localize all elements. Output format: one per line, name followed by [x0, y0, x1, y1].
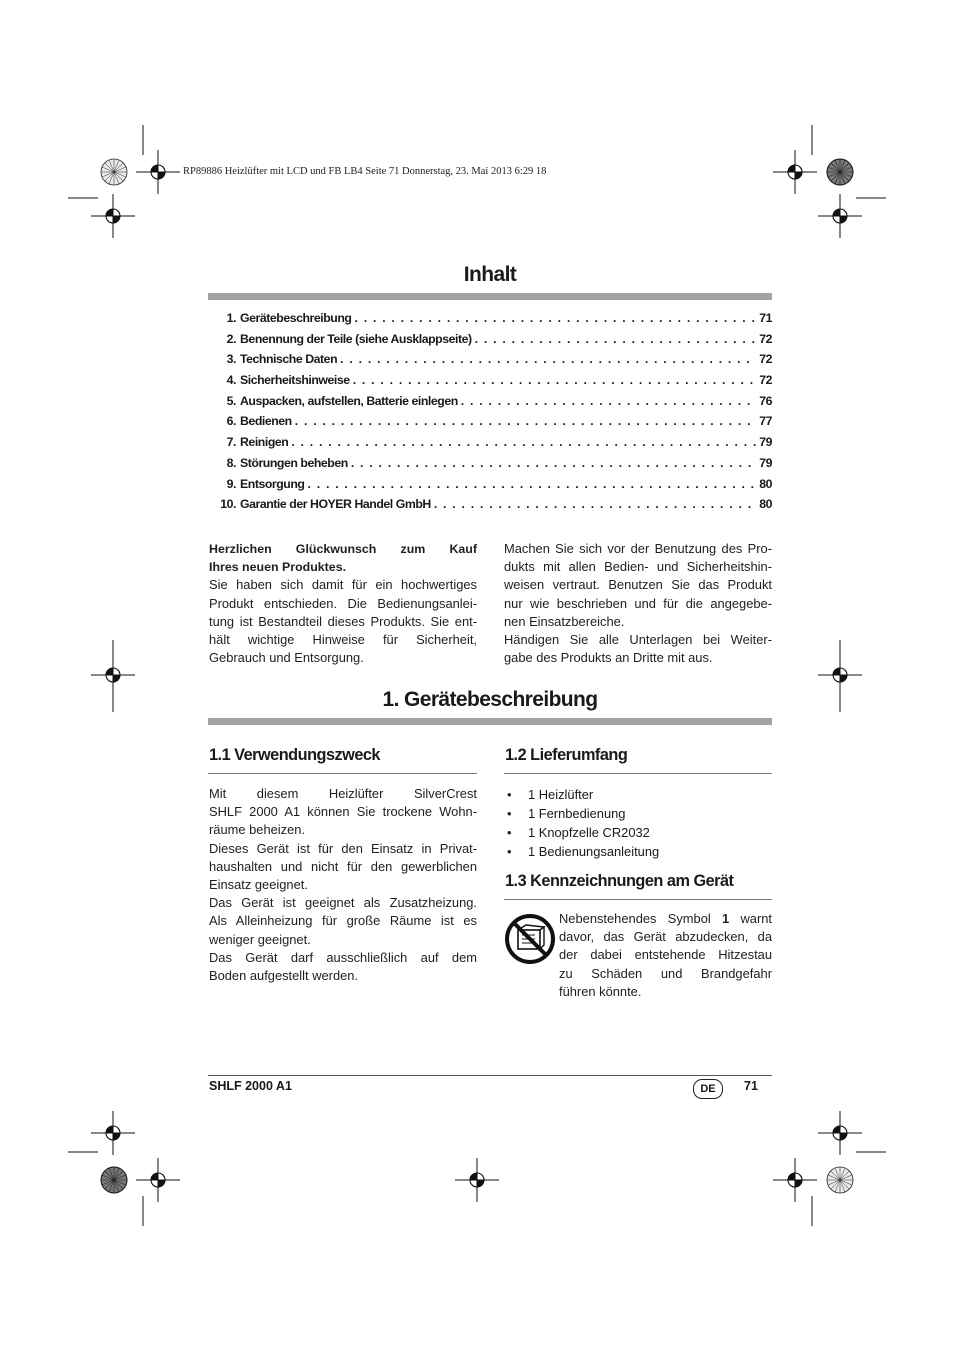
toc-entry[interactable]	[208, 414, 772, 435]
toc-entry[interactable]	[208, 332, 772, 353]
toc-entry-title: Benennung der Teile (siehe Ausklappseite)	[240, 331, 472, 346]
text-line: der dabei entstehende Hitzestau	[559, 947, 772, 963]
toc-entry-number: 3.	[226, 352, 236, 367]
text-line: haushalten und nicht für den gewerblichen	[209, 858, 477, 874]
toc-entry[interactable]	[208, 456, 772, 477]
page-number: 71	[744, 1079, 758, 1093]
usage-text	[209, 785, 477, 985]
text-fragment: warnt	[740, 911, 772, 926]
toc-leader-dots	[475, 332, 757, 346]
intro-text-line: Sie haben sich damit für ein hochwertiges	[209, 577, 477, 593]
intro-text-line: dukts mit allen Bedien- und Sicherheitshin-	[504, 559, 772, 575]
section-title: 1. Gerätebeschreibung	[382, 688, 598, 711]
toc-leader-dots	[308, 477, 757, 491]
toc-entry-number: 10.	[220, 497, 236, 512]
toc-entry-number: 9.	[226, 476, 236, 491]
toc-entry-title: Gerätebeschreibung	[240, 311, 352, 325]
intro-text-line: nur wie beschrieben und für die angegebe-	[504, 595, 772, 611]
intro-text-line: Gebrauch und Entsorgung.	[209, 650, 364, 666]
intro-heading-line: Ihres neuen Produktes.	[209, 560, 347, 575]
symbol-number: 1	[722, 911, 730, 926]
toc-leader-dots	[461, 394, 756, 408]
toc-entry-title: Störungen beheben	[240, 455, 348, 470]
footer-model: SHLF 2000 A1	[209, 1079, 292, 1093]
text-line: Dieses Gerät ist für den Einsatz in Privat-	[209, 840, 477, 856]
toc-entry[interactable]	[208, 477, 772, 498]
list-item: • 1 Heizlüfter	[505, 785, 773, 804]
toc-entry-page: 76	[759, 393, 772, 408]
subsection-rule	[208, 773, 477, 774]
toc-entry-page: 80	[759, 497, 772, 512]
delivery-list	[505, 785, 773, 861]
text-line: Boden aufgestellt werden.	[209, 968, 359, 984]
intro-text-line: nen Einsatzbereiche.	[504, 613, 625, 629]
toc-entry-page: 72	[759, 331, 772, 346]
toc-leader-dots	[434, 497, 756, 511]
intro-text-line: weisen vertraut. Benutzen Sie das Produkt	[504, 577, 772, 593]
toc-entry-page: 79	[759, 455, 772, 470]
table-of-contents	[208, 311, 772, 518]
list-item: • 1 Knopfzelle CR2032	[505, 823, 773, 842]
text-line: Das Gerät ist geeignet als Zusatzheizung.	[209, 895, 477, 911]
toc-leader-dots	[295, 414, 756, 428]
toc-entry[interactable]	[208, 497, 772, 518]
intro-heading-line: Herzlichen Glückwunsch zum Kauf	[209, 542, 477, 556]
intro-text-line: hält wichtige Hinweise für Sicherheit,	[209, 632, 477, 648]
text-line: SHLF 2000 A1 können Sie trockene Wohn-	[209, 804, 477, 820]
toc-entry-title: Bedienen	[240, 414, 292, 429]
text-line: Als Alleinheizung für große Räume ist es	[209, 913, 477, 929]
intro-right-column	[504, 540, 772, 667]
text-line: räume beheizen.	[209, 822, 306, 838]
text-line: führen könnte.	[559, 983, 642, 999]
toc-leader-dots	[291, 435, 756, 449]
toc-entry[interactable]	[208, 435, 772, 456]
toc-entry-title: Reinigen	[240, 435, 289, 450]
toc-leader-dots	[355, 311, 757, 325]
text-line: Das Gerät darf ausschließlich auf dem	[209, 949, 477, 965]
toc-entry-number: 4.	[226, 373, 236, 388]
subsection-title-1-2: 1.2 Lieferumfang	[505, 746, 628, 764]
intro-text-line: Machen Sie sich vor der Benutzung des Pro-	[504, 541, 772, 556]
toc-entry-page: 77	[759, 414, 772, 429]
toc-entry-page: 72	[759, 352, 772, 367]
toc-entry-page: 72	[759, 373, 772, 388]
text-line: zu Schäden und Brandgefahr	[559, 965, 772, 981]
toc-entry-title: Sicherheitshinweise	[240, 373, 350, 388]
toc-entry-number: 8.	[226, 455, 236, 470]
toc-entry-page: 71	[759, 311, 772, 325]
text-line	[559, 910, 772, 928]
marking-text	[559, 910, 772, 1001]
toc-entry[interactable]	[208, 373, 772, 394]
text-line: Mit diesem Heizlüfter SilverCrest	[209, 786, 477, 801]
toc-entry-number: 5.	[226, 393, 236, 408]
toc-entry-title: Garantie der HOYER Handel GmbH	[240, 497, 431, 512]
text-line: davor, das Gerät abzudecken, da	[559, 929, 772, 945]
intro-text-line: Produkt entschieden. Die Bedienungsanlei-	[209, 595, 477, 611]
toc-entry-page: 80	[759, 476, 772, 491]
toc-title: Inhalt	[463, 263, 517, 286]
toc-leader-dots	[340, 352, 756, 366]
language-badge: DE	[693, 1079, 723, 1099]
intro-left-column	[209, 540, 477, 667]
subsection-title-1-3: 1.3 Kennzeichnungen am Gerät	[505, 872, 734, 890]
toc-entry-number: 2.	[226, 331, 236, 346]
no-cover-warning-icon	[504, 913, 556, 965]
toc-entry-page: 79	[759, 435, 772, 450]
toc-entry-number: 1.	[226, 311, 236, 325]
toc-entry-title: Auspacken, aufstellen, Batterie einlegen	[240, 393, 458, 408]
intro-text-line: tung ist Bestandteil dieses Produkts. Sie ent-	[209, 613, 477, 629]
print-slug: RP89886 Heizlüfter mit LCD und FB LB4 Seite 71 Donnerstag, 23. Mai 2013 6:29 18	[183, 166, 547, 177]
text-line: weniger geeignet.	[209, 931, 311, 947]
toc-entry-title: Entsorgung	[240, 476, 305, 491]
toc-entry[interactable]	[208, 394, 772, 415]
text-line: Einsatz geeignet.	[209, 877, 308, 893]
toc-entry-number: 6.	[226, 414, 236, 429]
toc-leader-dots	[351, 456, 756, 470]
toc-entry-number: 7.	[226, 435, 236, 450]
list-item: • 1 Fernbedienung	[505, 804, 773, 823]
toc-entry[interactable]	[208, 352, 772, 373]
intro-text-line: gabe des Produkts an Dritte mit aus.	[504, 650, 713, 666]
text-fragment: Nebenstehendes Symbol	[559, 911, 711, 926]
footer-rule	[208, 1075, 772, 1076]
toc-title-bar	[208, 293, 772, 300]
toc-leader-dots	[353, 373, 757, 387]
section-title-bar	[208, 718, 772, 725]
toc-entry[interactable]	[208, 311, 772, 332]
subsection-title-1-1: 1.1 Verwendungszweck	[209, 746, 380, 764]
toc-entry-title: Technische Daten	[240, 352, 338, 367]
subsection-rule	[504, 773, 772, 774]
intro-text-line: Händigen Sie alle Unterlagen bei Weiter-	[504, 632, 772, 648]
subsection-rule	[504, 899, 772, 900]
list-item: • 1 Bedienungsanleitung	[505, 842, 773, 861]
